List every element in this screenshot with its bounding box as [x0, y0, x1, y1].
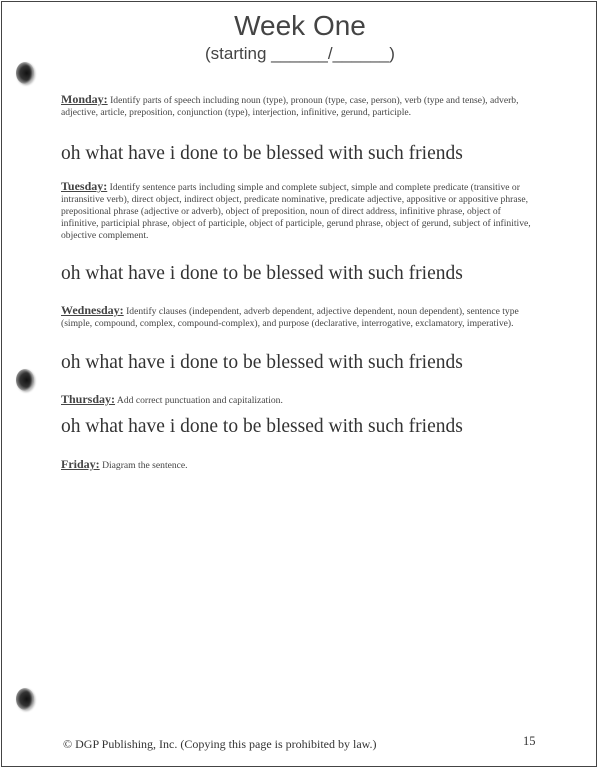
day-label-monday: Monday: [61, 92, 108, 106]
wednesday-instructions [61, 304, 539, 330]
instruction-text: Add correct punctuation and capitalization. [116, 395, 283, 406]
thursday-instructions [61, 393, 539, 407]
page-title: Week One [234, 10, 366, 41]
monday-sentence: oh what have i done to be blessed with such friends [61, 143, 463, 164]
instruction-text: Identify parts of speech including noun (type), pronoun (type, case, person), verb (type and tense), adverb, adjective, article, preposition, conjunction (type), interjection, infinitive, gerund, participle. [61, 95, 519, 118]
instruction-text: Identify sentence parts including simple and complete subject, simple and complete predicate (transitive or intransitive verb), direct object, indirect object, predicate nominative, predicate adjective, appositive or appositive phrase, prepositional phrase (adjective or adverb), object of preposition, noun of direct address, infinitive phrase, object of infinitive, participial phrase, object of participle, object of participle, gerund phrase, object of gerund, subject of infinitive, objective complement. [61, 182, 531, 241]
binder-hole-icon [16, 369, 34, 391]
tuesday-instructions [61, 180, 539, 242]
day-label-tuesday: Tuesday: [61, 179, 108, 193]
day-label-thursday: Thursday: [61, 392, 116, 406]
wednesday-sentence: oh what have i done to be blessed with such friends [61, 352, 463, 373]
monday-instructions [61, 93, 539, 119]
day-label-friday: Friday: [61, 457, 100, 471]
day-label-wednesday: Wednesday: [61, 303, 124, 317]
tuesday-sentence: oh what have i done to be blessed with such friends [61, 263, 463, 284]
binder-hole-icon [16, 688, 34, 710]
copyright-notice: © DGP Publishing, Inc. (Copying this page is prohibited by law.) [63, 737, 377, 751]
instruction-text: Diagram the sentence. [102, 460, 188, 471]
instruction-text: Identify clauses (independent, adverb dependent, adjective dependent, noun dependent), sentence type (simple, compound, complex, compound-complex), and purpose (declarative, interrogative, exclamatory, imperative). [61, 306, 519, 329]
page-number: 15 [523, 734, 536, 748]
friday-instructions [61, 458, 539, 472]
thursday-sentence: oh what have i done to be blessed with such friends [61, 416, 463, 437]
binder-hole-icon [16, 62, 34, 84]
page-subtitle: (starting ______/______) [205, 44, 395, 63]
